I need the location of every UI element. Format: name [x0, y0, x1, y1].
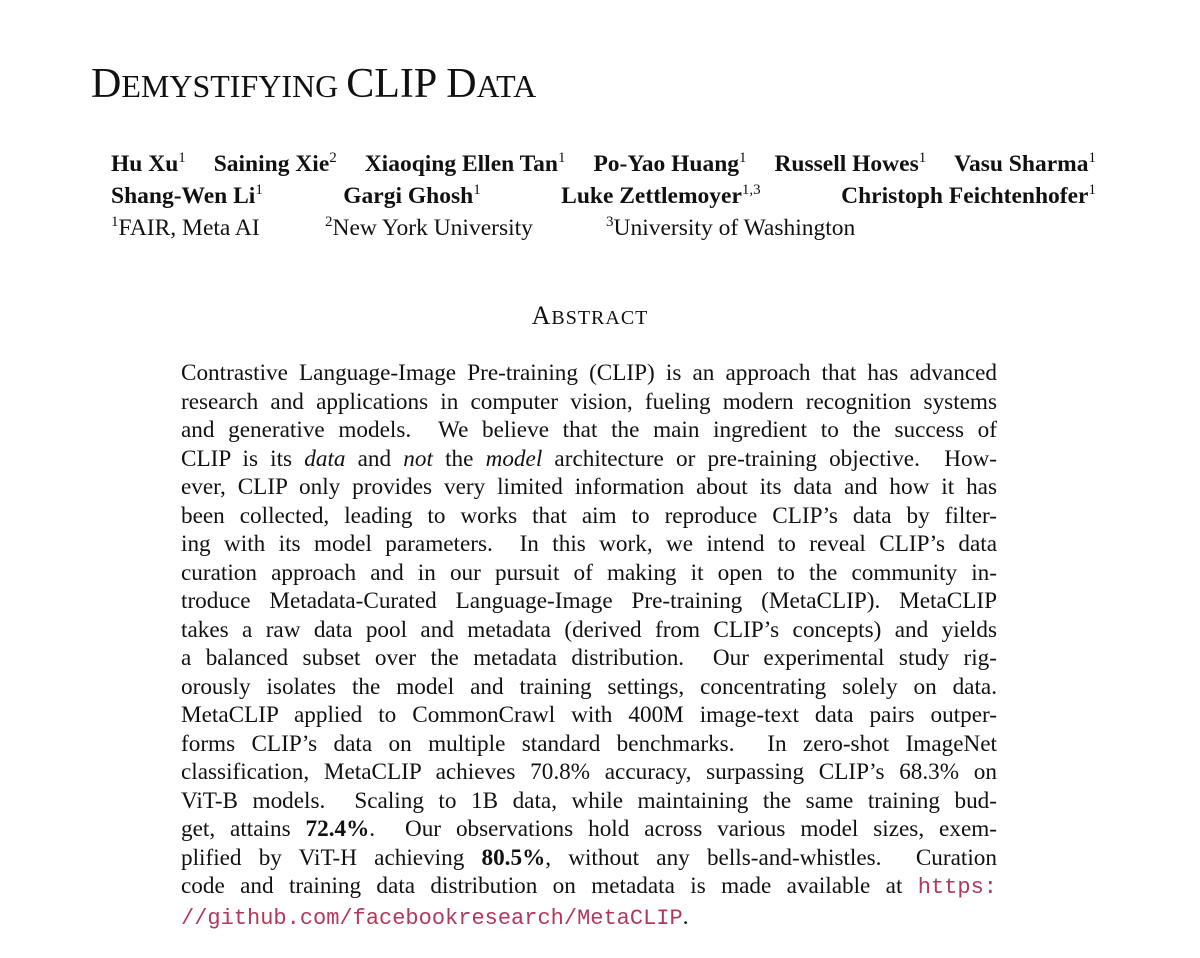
abstract-text: curation approach and in our pursuit of making it open to the community in-: [181, 559, 997, 586]
affiliation: [111, 212, 325, 244]
author-name: [111, 180, 263, 212]
abstract-line: [181, 359, 997, 388]
abstract-text: . Our observations hold across various model sizes, exem-: [369, 816, 997, 842]
abstract-text: CLIP is its: [181, 445, 305, 472]
abstract-text: troduce Metadata-Curated Language-Image Pre-training (MetaCLIP). MetaCLIP: [181, 588, 997, 614]
abstract-text: ever, CLIP only provides very limited information about its data and how it has: [181, 474, 997, 500]
author-name: [954, 148, 1096, 180]
affiliations: [111, 212, 1096, 244]
abstract-text: and generative models. We believe that the main ingredient to the success of: [181, 417, 997, 443]
abstract-text: and: [345, 445, 404, 472]
emphasis-text: model: [485, 445, 543, 472]
abstract-line: [181, 844, 997, 873]
abstract-heading-part: BSTRACT: [551, 307, 649, 329]
abstract-text: the: [432, 445, 486, 472]
abstract-line: [181, 903, 997, 934]
bold-result: 72.4%: [305, 816, 370, 842]
abstract-heading: [0, 298, 1180, 336]
author-name: [365, 148, 566, 180]
author-name-text: Christoph Feichtenhofer: [841, 183, 1089, 209]
author-name-text: Gargi Ghosh: [343, 183, 474, 209]
affiliation-name: University of Washington: [613, 215, 856, 241]
abstract-text: code and training data distribution on metadata is made available at: [181, 873, 918, 899]
author-name-text: Russell Howes: [774, 151, 919, 177]
affiliation-marker: 1: [739, 150, 747, 166]
affiliation-marker: 1: [1088, 182, 1096, 198]
abstract-heading-part: A: [531, 301, 552, 330]
author-name-text: Hu Xu: [111, 151, 179, 177]
abstract-text: ing with its model parameters. In this work, we intend to reveal CLIP’s data: [181, 531, 997, 557]
title-part: D: [91, 61, 122, 107]
author-name: [774, 148, 926, 180]
abstract-line: [181, 872, 997, 903]
affiliation-number: 2: [325, 214, 333, 230]
abstract-line: [181, 473, 997, 502]
abstract-text: MetaCLIP applied to CommonCrawl with 400M image-text data pairs outper-: [181, 702, 997, 728]
abstract-text: takes a raw data pool and metadata (derived from CLIP’s concepts) and yields: [181, 616, 997, 643]
author-block: [111, 148, 1096, 244]
title-part: ATA: [476, 68, 537, 104]
title-part: CLIP D: [346, 61, 477, 107]
abstract-text: orously isolates the model and training settings, concentrating solely on data.: [181, 673, 997, 700]
abstract-text: ViT-B models. Scaling to 1B data, while maintaining the same training bud-: [181, 787, 997, 814]
abstract-line: [181, 587, 997, 616]
abstract-line: [181, 644, 997, 673]
abstract-text: a balanced subset over the metadata distribution. Our experimental study rig-: [181, 645, 997, 671]
affiliation: [606, 212, 855, 244]
author-name-text: Shang-Wen Li: [111, 183, 256, 209]
affiliation-marker: 1: [918, 150, 927, 166]
author-row-2: [111, 180, 1096, 212]
abstract-text: get, attains: [181, 816, 306, 842]
abstract-line: [181, 445, 997, 474]
abstract-line: [181, 416, 997, 445]
affiliation-name: FAIR, Meta AI: [118, 215, 260, 241]
paper-title: [91, 58, 536, 112]
emphasis-text: data: [304, 445, 346, 472]
abstract-line: [181, 730, 997, 759]
github-link[interactable]: https:: [917, 875, 997, 900]
author-name-text: Vasu Sharma: [954, 151, 1089, 177]
abstract-line: [181, 815, 997, 844]
affiliation-marker: 2: [329, 150, 337, 166]
author-name-text: Po-Yao Huang: [593, 151, 740, 177]
author-name-text: Xiaoqing Ellen Tan: [364, 151, 559, 177]
author-row-1: [111, 148, 1096, 180]
abstract-text: forms CLIP’s data on multiple standard benchmarks. In zero-shot ImageNet: [181, 730, 997, 757]
author-name: [343, 180, 480, 212]
affiliation-marker: 1: [1088, 150, 1096, 166]
abstract-line: [181, 502, 997, 531]
abstract-line: [181, 758, 997, 787]
abstract-line: [181, 701, 997, 730]
bold-result: 80.5%: [481, 844, 546, 871]
author-name-text: Saining Xie: [213, 151, 330, 177]
affiliation-marker: 1: [558, 150, 566, 166]
author-name: [561, 180, 761, 212]
abstract-line: [181, 559, 997, 588]
title-part: EMYSTIFYING: [121, 68, 347, 104]
abstract-text: research and applications in computer vision, fueling modern recognition systems: [181, 388, 997, 415]
abstract-text: plified by ViT-H achieving: [181, 844, 482, 871]
github-link[interactable]: //github.com/facebookresearch/MetaCLIP: [181, 905, 683, 931]
author-name: [214, 148, 337, 180]
affiliation-number: 1: [111, 214, 119, 230]
affiliation-marker: 1,3: [741, 182, 761, 198]
abstract-text: Contrastive Language-Image Pre-training (CLIP) is an approach that has advanced: [181, 360, 997, 386]
abstract-line: [181, 787, 997, 816]
abstract-body: [181, 359, 997, 933]
author-name-text: Luke Zettlemoyer: [561, 183, 742, 209]
abstract-text: architecture or pre-training objective. How-: [542, 445, 997, 472]
affiliation-marker: 1: [473, 182, 481, 198]
abstract-text: been collected, leading to works that aim to reproduce CLIP’s data by filter-: [181, 502, 997, 529]
affiliation-marker: 1: [255, 182, 263, 198]
abstract-line: [181, 673, 997, 702]
affiliation: [325, 212, 606, 244]
abstract-line: [181, 616, 997, 645]
abstract-text: .: [682, 903, 689, 930]
affiliation-number: 3: [606, 214, 614, 230]
emphasis-text: not: [403, 445, 433, 472]
author-name: [593, 148, 746, 180]
abstract-line: [181, 530, 997, 559]
affiliation-name: New York University: [332, 215, 533, 241]
abstract-text: , without any bells-and-whistles. Curation: [545, 844, 997, 871]
abstract-text: classification, MetaCLIP achieves 70.8% accuracy, surpassing CLIP’s 68.3% on: [181, 759, 997, 785]
author-name: [111, 148, 186, 180]
abstract-line: [181, 388, 997, 417]
affiliation-marker: 1: [178, 150, 186, 166]
author-name: [841, 180, 1096, 212]
